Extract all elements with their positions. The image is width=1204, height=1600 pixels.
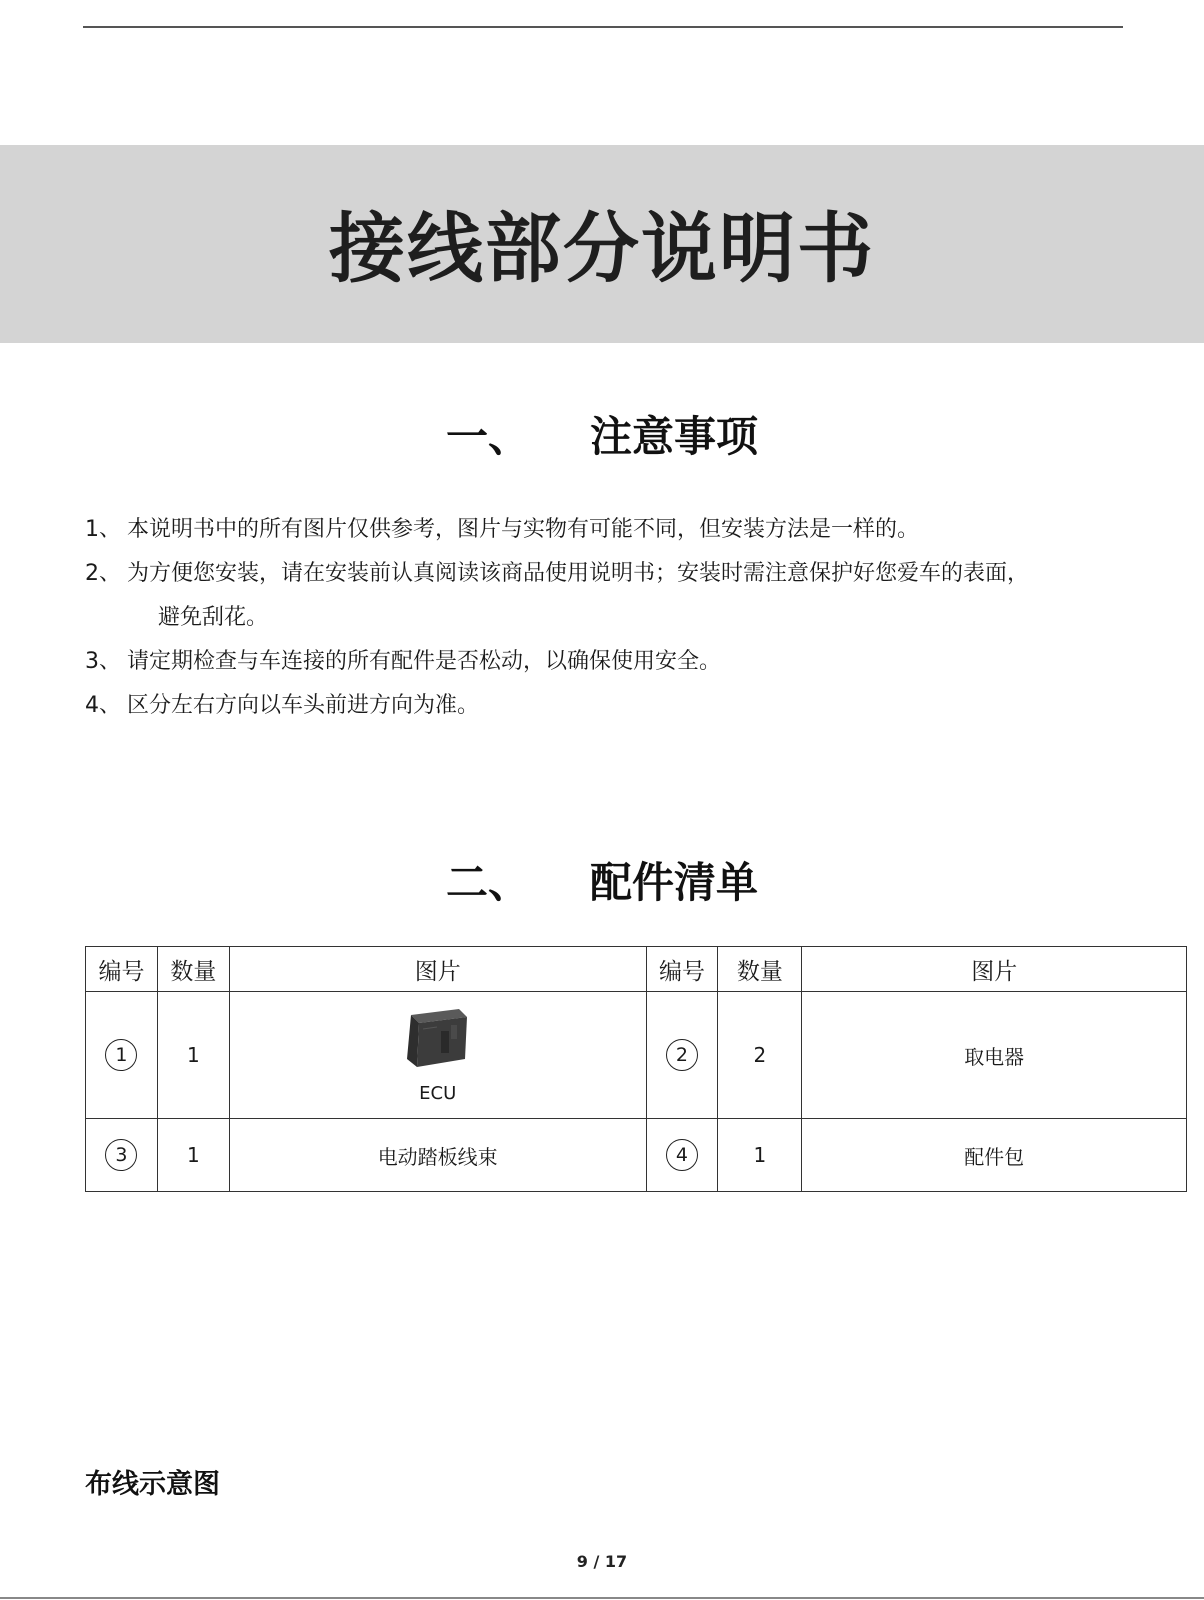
item-number-cell xyxy=(646,1119,718,1192)
picture-cell: 配件包 xyxy=(802,1119,1187,1192)
picture-cell: 电动踏板线束 xyxy=(229,1119,646,1192)
note-text: 为方便您安装，请在安装前认真阅读该商品使用说明书；安装时需注意保护好您爱车的表面， xyxy=(127,561,1030,586)
section-number: 一、 xyxy=(445,412,530,461)
top-rule xyxy=(83,26,1123,28)
note-index: 4、 xyxy=(85,693,121,718)
section-title: 注意事项 xyxy=(590,412,759,461)
header-cell: 数量 xyxy=(718,947,802,992)
title-band xyxy=(0,145,1204,343)
ecu-module-icon xyxy=(403,1007,473,1069)
note-text: 本说明书中的所有图片仅供参考，图片与实物有可能不同，但安装方法是一样的。 xyxy=(127,517,920,542)
note-index: 1、 xyxy=(85,517,121,542)
note-index: 3、 xyxy=(85,649,121,674)
circled-number: 4 xyxy=(666,1139,698,1171)
main-title: 接线部分说明书 xyxy=(329,203,875,293)
circled-number: 2 xyxy=(666,1039,698,1071)
item-number-cell xyxy=(646,992,718,1119)
note-continuation: 避免刮花。 xyxy=(158,605,269,630)
note-index: 2、 xyxy=(85,561,121,586)
table-row xyxy=(86,992,1187,1119)
note-item xyxy=(85,640,1165,684)
note-text: 区分左右方向以车头前进方向为准。 xyxy=(127,693,480,718)
section-heading-parts xyxy=(0,850,1204,910)
picture-cell xyxy=(229,992,646,1119)
quantity-cell: 1 xyxy=(718,1119,802,1192)
note-text: 请定期检查与车连接的所有配件是否松动，以确保使用安全。 xyxy=(127,649,722,674)
table-header-row xyxy=(86,947,1187,992)
picture-cell: 取电器 xyxy=(802,992,1187,1119)
wiring-diagram-heading: 布线示意图 xyxy=(85,1469,220,1500)
bottom-rule xyxy=(0,1597,1204,1599)
header-cell: 编号 xyxy=(86,947,158,992)
section-number: 二、 xyxy=(445,858,530,907)
note-item xyxy=(85,508,1165,552)
item-number-cell xyxy=(86,992,158,1119)
section-heading-notes xyxy=(0,404,1204,464)
header-cell: 编号 xyxy=(646,947,718,992)
quantity-cell: 1 xyxy=(157,1119,229,1192)
quantity-cell: 2 xyxy=(718,992,802,1119)
header-cell: 数量 xyxy=(157,947,229,992)
item-label: ECU xyxy=(419,1082,457,1104)
parts-table xyxy=(85,946,1187,1192)
notes-list xyxy=(85,508,1165,728)
quantity-cell: 1 xyxy=(157,992,229,1119)
page-number: 9 / 17 xyxy=(576,1552,628,1571)
circled-number: 1 xyxy=(105,1039,137,1071)
item-number-cell xyxy=(86,1119,158,1192)
note-item xyxy=(85,552,1165,596)
section-title: 配件清单 xyxy=(590,858,759,907)
circled-number: 3 xyxy=(105,1139,137,1171)
note-item xyxy=(85,684,1165,728)
table-row xyxy=(86,1119,1187,1192)
header-cell: 图片 xyxy=(802,947,1187,992)
header-cell: 图片 xyxy=(229,947,646,992)
